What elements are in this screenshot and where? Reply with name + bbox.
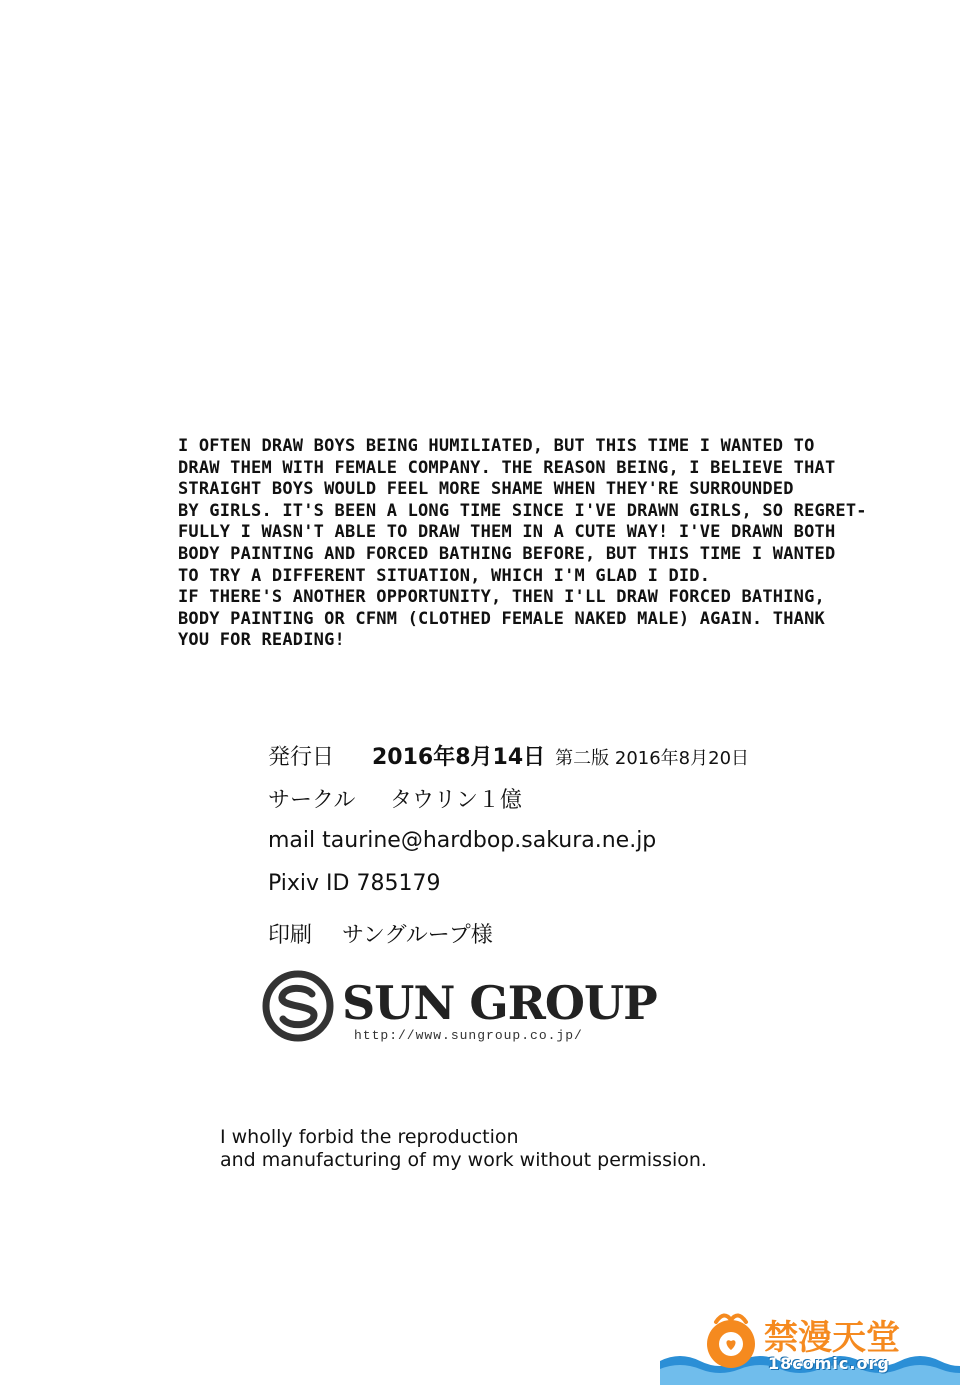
afterword-line: I OFTEN DRAW BOYS BEING HUMILIATED, BUT THIS TIME I WANTED TO [178, 436, 815, 456]
circle-row [268, 783, 522, 814]
notice-line: and manufacturing of my work without permission. [220, 1149, 707, 1171]
printer-row [268, 918, 493, 949]
afterword-line: TO TRY A DIFFERENT SITUATION, WHICH I'M GLAD I DID. [178, 565, 711, 586]
circle-label: サークル [268, 788, 356, 813]
afterword-line: BODY PAINTING OR CFNM (CLOTHED FEMALE NAKED MALE) AGAIN. THANK [178, 608, 825, 629]
second-edition-date: 第二版 2016年8月20日 [555, 748, 750, 769]
issue-date: 2016年8月14日 [372, 745, 546, 770]
afterword-line: IF THERE'S ANOTHER OPPORTUNITY, THEN I'LL DRAW FORCED BATHING, [178, 587, 825, 608]
sun-group-brand: SUN GROUP [342, 976, 657, 1030]
afterword-text [178, 436, 878, 652]
afterword-line: STRAIGHT BOYS WOULD FEEL MORE SHAME WHEN THEY'RE SURROUNDED [178, 479, 794, 500]
site-watermark [660, 1300, 960, 1385]
afterword-line: DRAW THEM WITH FEMALE COMPANY. THE REASON BEING, I BELIEVE THAT [178, 457, 836, 478]
printer-label: 印刷 [268, 923, 313, 948]
afterword-line: FULLY I WASN'T ABLE TO DRAW THEM IN A CUTE WAY! I'VE DRAWN BOTH [178, 522, 836, 543]
watermark-name: 禁漫天堂 [764, 1318, 900, 1358]
circle-name: タウリン１億 [390, 788, 523, 813]
mail-address: taurine@hardbop.sakura.ne.jp [322, 828, 657, 853]
pixiv-label: Pixiv ID [268, 871, 350, 896]
afterword-line: YOU FOR READING! [178, 630, 345, 651]
mail-row [268, 828, 656, 853]
mail-label: mail [268, 828, 316, 853]
pixiv-row [268, 871, 440, 896]
watermark-site: 18comic.org [768, 1354, 890, 1373]
copyright-notice [220, 1126, 707, 1172]
mascot-icon [698, 1306, 764, 1372]
notice-line: I wholly forbid the reproduction [220, 1126, 519, 1148]
pixiv-id: 785179 [356, 871, 441, 896]
issue-date-label: 発行日 [268, 745, 335, 770]
sun-group-emblem-icon [262, 970, 334, 1042]
issue-date-row [268, 740, 749, 771]
afterword-line: BY GIRLS. IT'S BEEN A LONG TIME SINCE I'VE DRAWN GIRLS, SO REGRET- [178, 500, 867, 521]
sun-group-logo [262, 970, 657, 1050]
printer-name: サングループ様 [342, 923, 493, 948]
afterword-line: BODY PAINTING AND FORCED BATHING BEFORE, BUT THIS TIME I WANTED [178, 543, 836, 564]
sun-group-url: http://www.sungroup.co.jp/ [354, 1028, 583, 1043]
